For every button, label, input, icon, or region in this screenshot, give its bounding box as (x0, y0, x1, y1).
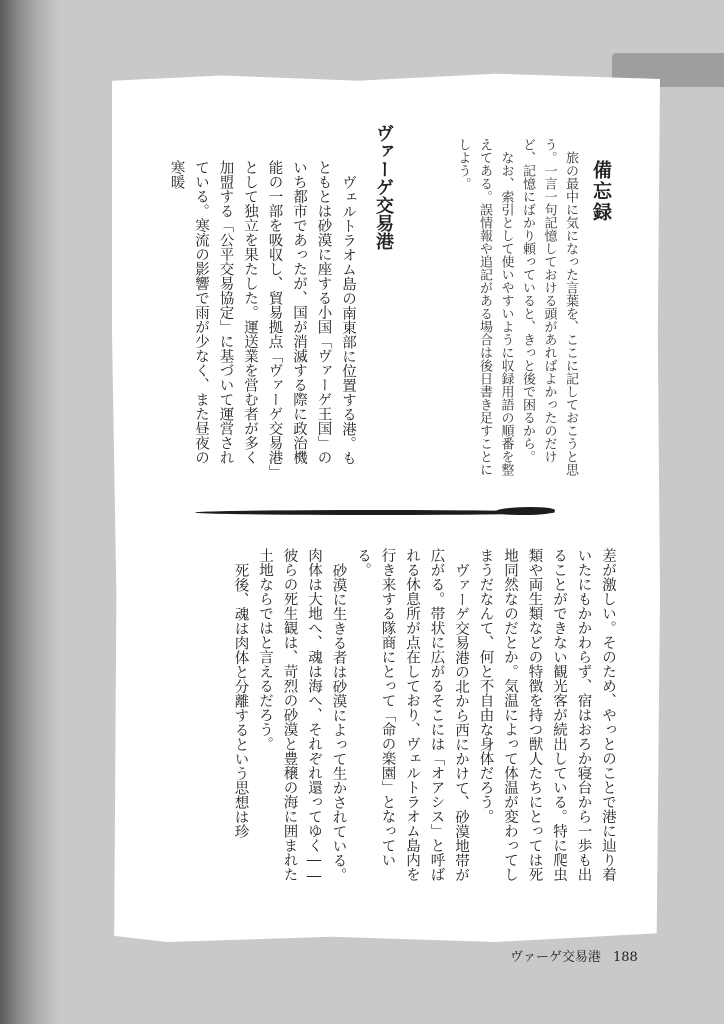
memo-paragraph: 旅の最中に気になった言葉を、ここに記しておこうと思う。一言一句記憶しておける頭があればよかったのだけど、記憶にばかり頼っていると、きっと後で困るから。 (520, 138, 578, 476)
memo-title: 備忘録 (590, 160, 612, 223)
entry-paragraph: ヴァーゲ交易港の北から西にかけて、砂漠地帯が広がる。帯状に広がるそこには「オアシス」と呼ばれる休息所が点在しており、ヴェルトラオム島内を行き来する隊商にとって「命の楽園」となっている。 (355, 548, 469, 882)
footer-section-title: ヴァーゲ交易港 (510, 950, 601, 965)
entry-paragraph: 砂漠に生きる者は砂漠によって生かされている。肉体は大地へ、魂は海へ、それぞれ還ってゆく――彼らの死生観は、苛烈の砂漠と豊穣の海に囲まれた土地ならではと言えるだろう。 (257, 548, 347, 885)
page-number: 188 (613, 950, 638, 965)
memo-body (451, 138, 581, 478)
entry-paragraph: 差が激しい。そのため、やっとのことで港に辿り着いたにもかかわらず、宿はおろか寝台から一歩も出ることができない観光客が続出している。特に爬虫類や両生類などの特徴を持つ獣人たちにとっては死地同然なのだとか。気温によって体温が変わってしまうだなんて、何と不自由な身体だろう。 (477, 548, 616, 882)
entry-title: ヴァーゲ交易港 (373, 124, 394, 250)
page-footer (510, 946, 638, 965)
book-spine-shadow (0, 0, 60, 1024)
entry-paragraph: ヴェルトラオム島の南東部に位置する港。もともとは砂漠に座する小国「ヴァーゲ王国」のいち都市であったが、国が消滅する際に政治機能の一部を吸収し、貿易拠点「ヴァーゲ交易港」として独立を果たした。運送業を営む者が多く加盟する「公平交易協定」に基づいて運営されている。寒流の影響で雨が少なく、また昼夜の寒暖 (168, 160, 356, 472)
entry-body-top (160, 160, 360, 472)
entry-body-bottom (160, 548, 620, 888)
brush-divider (195, 510, 555, 515)
entry-paragraph: 死後、魂は肉体と分離するという思想は珍 (232, 562, 249, 838)
memo-paragraph: なお、索引として使いやすいように収録用語の順番を整えてある。誤情報や追記がある場合は後日書き足すことにしよう。 (455, 138, 514, 476)
